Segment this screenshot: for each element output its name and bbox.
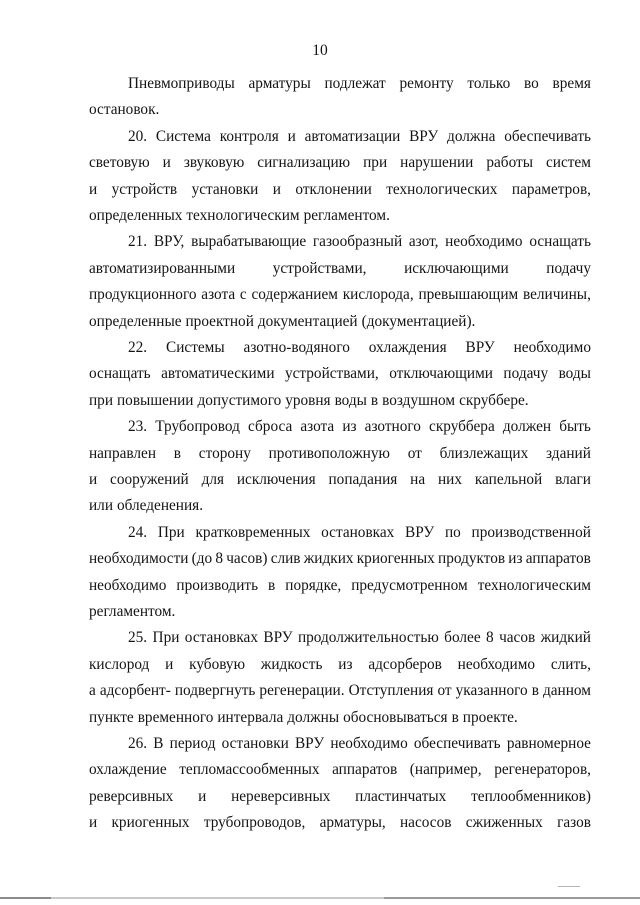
text-line: 22. Системы азотно-водяного охлаждения ВРУ необходимо: [128, 339, 591, 356]
text-line: направлен в сторону противоположную от близлежащих зданий: [89, 444, 591, 462]
text-line: необходимо производить в порядке, предусмотренном технологическим: [89, 576, 591, 594]
text-line: при повышении допустимого уровня воды в воздушном скруббере.: [89, 391, 529, 409]
text-line: необходимости (до 8 часов) слив жидких криогенных продуктов из аппаратов: [89, 550, 591, 568]
text-line: кислород и кубовую жидкость из адсорберов необходимо слить,: [89, 655, 591, 673]
text-line: регламентом.: [89, 603, 176, 620]
text-line: 25. При остановках ВРУ продолжительностью более 8 часов жидкий: [128, 629, 591, 647]
text-line: Пневмоприводы арматуры подлежат ремонту только во время: [128, 75, 591, 92]
text-line: определенных технологическим регламентом.: [89, 207, 390, 224]
text-line: реверсивных и нереверсивных пластинчатых теплообменников): [89, 787, 591, 805]
text-line: автоматизированными устройствами, исключающими подачу: [89, 259, 591, 277]
text-line: 23. Трубопровод сброса азота из азотного скруббера должен быть: [128, 418, 591, 436]
text-line: 24. При кратковременных остановках ВРУ по производственной: [128, 523, 591, 541]
text-line: или обледенения.: [89, 497, 204, 515]
text-line: пункте временного интервала должны обосновываться в проекте.: [89, 708, 518, 726]
text-line: и устройств установки и отклонении технологических параметров,: [89, 180, 591, 198]
text-line: охлаждение тепломассообменных аппаратов (например, регенераторов,: [89, 761, 591, 779]
text-line: и криогенных трубопроводов, арматуры, насосов сжиженных газов: [89, 814, 591, 832]
text-line: оснащать автоматическими устройствами, отключающими подачу воды: [89, 365, 591, 383]
scan-edge-mark: [558, 886, 580, 887]
text-line: 21. ВРУ, вырабатывающие газообразный азот, необходимо оснащать: [128, 233, 591, 251]
text-line: определенные проектной документацией (документацией).: [89, 312, 476, 330]
text-line: 20. Система контроля и автоматизации ВРУ должна обеспечивать: [128, 127, 591, 145]
text-line: 26. В период остановки ВРУ необходимо обеспечивать равномерное: [128, 735, 591, 752]
text-line: световую и звуковую сигнализацию при нарушении работы систем: [89, 154, 591, 172]
text-line: продукционного азота с содержанием кислорода, превышающим величины,: [89, 286, 591, 304]
scan-bottom-edge: [0, 897, 640, 899]
text-line: а адсорбент- подвергнуть регенерации. Отступления от указанного в данном: [89, 682, 591, 700]
page-number: 10: [312, 42, 328, 59]
text-line: и сооружений для исключения попадания на них капельной влаги: [89, 471, 591, 488]
text-line: остановок.: [89, 101, 160, 119]
